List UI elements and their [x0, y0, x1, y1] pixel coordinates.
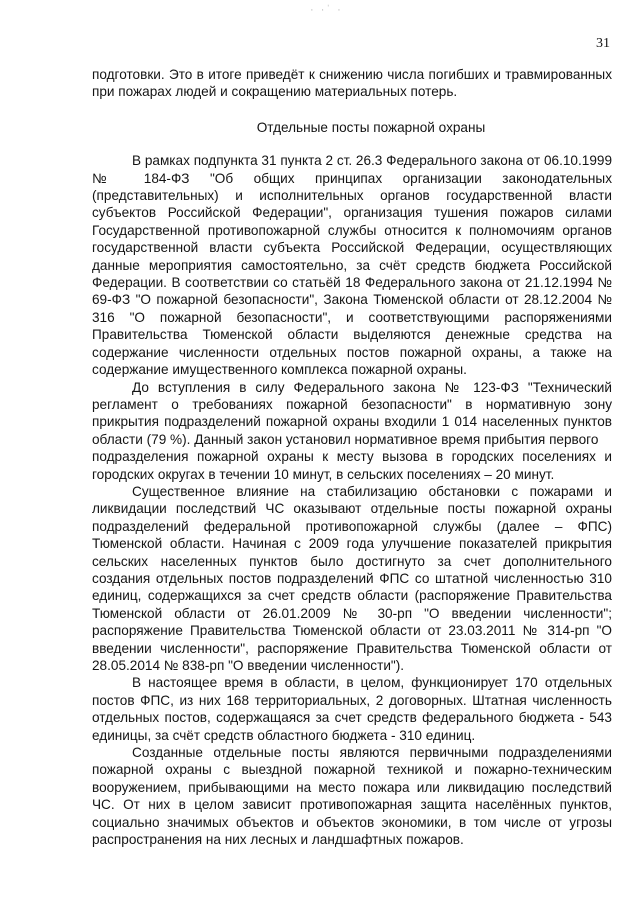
section-heading: Отдельные посты пожарной охраны: [256, 119, 486, 135]
paragraph-continuation: подготовки. Это в итоге приведёт к снижению числа погибших и травмированных при пожарах людей и сокращению материальных потерь.: [92, 67, 612, 100]
paragraph-technical-regulation: До вступления в силу Федерального закона № 123-ФЗ "Технический регламент о требованиях пожарной безопасности" в нормативную зону прикрытия подразделений пожарной охраны входили 1 014 населенных пунктов области (79 %). Данный закон установил нормативное время прибытия первого: [92, 379, 612, 447]
paragraph-legal-basis: В рамках подпункта 31 пункта 2 ст. 26.3 Федерального закона от 06.10.1999 № 184-ФЗ "Об общих принципах организации законодательных (представительных) и исполнительных органов государственной власти субъектов Российской Федерации", организация тушения пожаров силами Государственной противопожарной службы относится к полномочиям органов государственной власти субъекта Российской Федерации, осуществляющих данные мероприятия самостоятельно, за счёт средств бюджета Российской Федерации. В соответствии со статьёй 18 Федерального закона от 21.12.1994 № 69-ФЗ "О пожарной безопасности", Закона Тюменской области от 28.12.2004 № 316 "О пожарной безопасности", и соответствующими распоряжениями Правительства Тюменской области выделяются денежные средства на содержание численности отдельных постов пожарной охраны, а также на содержание имущественного комплекса пожарной охраны.: [92, 153, 613, 378]
document-body: [92, 66, 612, 848]
paragraph-current-status: В настоящее время в области, в целом, функционирует 170 отдельных постов ФПС, из них 168 территориальных, 2 договорных. Штатная численность отдельных постов, содержащаяся за счет средств федерального бюджета - 543 единицы, за счёт средств областного бюджета - 310 единиц.: [92, 675, 612, 743]
paragraph-primary-units: Созданные отдельные посты являются первичными подразделениями пожарной охраны с выездной пожарной техникой и пожарно-техническим вооружением, прибывающими на место пожара или ликвидацию последствий ЧС. От них в целом зависит противопожарная защита населённых пунктов, социально значимых объектов и объектов экономики, в том числе от угрозы распространения на них лесных и ландшафтных пожаров.: [92, 745, 612, 848]
paragraph-arrival-time: подразделения пожарной охраны к месту вызова в городских поселениях и городских округах в течении 10 минут, в сельских поселениях – 20 минут.: [92, 449, 612, 482]
paragraph-fps-posts: Существенное влияние на стабилизацию обстановки с пожарами и ликвидации последствий ЧС оказывают отдельные посты пожарной охраны подразделений федеральной противопожарной службы (далее – ФПС) Тюменской области. Начиная с 2009 года улучшение показателей прикрытия сельских населенных пунктов было достигнуто за счет дополнительного создания отдельных постов подразделений ФПС со штатной численностью 310 единиц, содержащихся за счет средств области (распоряжение Правительства Тюменской области от 26.01.2009 № 30-рп "О введении численности"; распоряжение Правительства Тюменской области от 23.03.2011 № 314-рп "О введении численности", распоряжение Правительства Тюменской области от 28.05.2014 № 838-рп "О введении численности").: [92, 483, 612, 673]
scan-artifact-mark: · ·ˈ ·: [310, 4, 343, 16]
page-number: 31: [596, 36, 610, 51]
